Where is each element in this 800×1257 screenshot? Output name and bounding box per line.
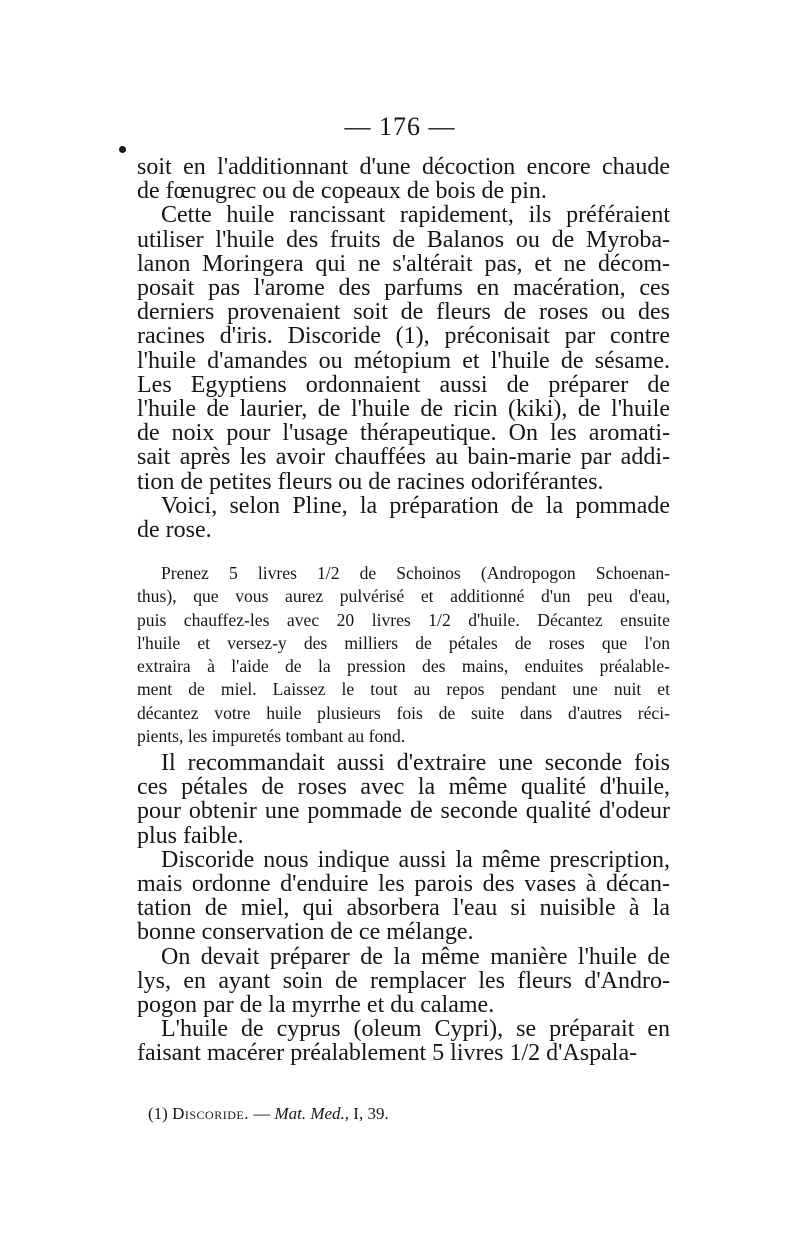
text-line: faisant macérer préalablement 5 livres 1/2 d'Aspala-	[137, 1040, 638, 1067]
text-line: de rose.	[137, 517, 212, 544]
footnote	[148, 1104, 389, 1124]
bullet-mark	[119, 146, 126, 153]
text-line: Il recommandait aussi d'extraire une seconde fois	[161, 750, 670, 776]
text-line: plus faible.	[137, 822, 244, 849]
text-line: Les Egyptiens ordonnaient aussi de préparer de	[137, 371, 670, 398]
footnote-marker: (1)	[148, 1104, 168, 1123]
text-line: pogon par de la myrrhe et du calame.	[137, 992, 495, 1019]
footnote-author: Discoride.	[172, 1104, 249, 1123]
quote-line: ment de miel. Laissez le tout au repos pendant une nuit et	[137, 679, 670, 700]
text-line: racines d'iris. Discoride (1), préconisait par contre	[137, 323, 670, 350]
quote-line: thus), que vous aurez pulvérisé et additionné d'un peu d'eau,	[137, 586, 670, 607]
quote-line: puis chauffez-les avec 20 livres 1/2 d'huile. Décantez ensuite	[137, 609, 670, 630]
text-line: lanon Moringera qui ne s'altérait pas, et ne décom-	[137, 250, 670, 277]
text-line: l'huile de laurier, de l'huile de ricin (kiki), de l'huile	[137, 396, 670, 423]
text-line: Discoride nous indique aussi la même prescription,	[161, 846, 670, 873]
text-line: mais ordonne d'enduire les parois des vases à décan-	[137, 871, 670, 898]
text-line: L'huile de cyprus (oleum Cypri), se préparait en	[161, 1016, 670, 1043]
text-line: Voici, selon Pline, la préparation de la pommade	[161, 492, 670, 519]
text-line: utiliser l'huile des fruits de Balanos ou de Myroba-	[137, 226, 670, 253]
text-line: de fœnugrec ou de copeaux de bois de pin.	[137, 178, 547, 205]
quote-line: extraira à l'aide de la pression des mains, enduites préalable-	[137, 656, 670, 677]
text-line: tation de miel, qui absorbera l'eau si nuisible à la	[137, 895, 670, 922]
quoted-recipe	[137, 562, 670, 748]
page-number: — 176 —	[344, 112, 456, 141]
text-line: de noix pour l'usage thérapeutique. On les aromati-	[137, 420, 670, 447]
text-line: bonne conservation de ce mélange.	[137, 919, 474, 946]
text-line: tion de petites fleurs ou de racines odoriférantes.	[137, 468, 604, 495]
quote-line: pients, les impuretés tombant au fond.	[137, 726, 406, 747]
text-line: pour obtenir une pommade de seconde qualité d'odeur	[137, 798, 670, 825]
text-line: lys, en ayant soin de remplacer les fleurs d'Andro-	[137, 967, 670, 994]
quote-line: Prenez 5 livres 1/2 de Schoinos (Andropogon Schoenan-	[161, 563, 670, 583]
footnote-source: Mat. Med.,	[274, 1104, 350, 1123]
quote-line: l'huile et versez-y des milliers de pétales de roses que l'on	[137, 632, 670, 653]
footnote-dash: —	[253, 1104, 271, 1123]
text-line: sait après les avoir chauffées au bain-marie par addi-	[137, 444, 670, 471]
text-line: On devait préparer de la même manière l'huile de	[161, 943, 670, 970]
footnote-ref: I, 39.	[353, 1104, 389, 1123]
quote-line: décantez votre huile plusieurs fois de suite dans d'autres réci-	[137, 702, 670, 723]
text-line: derniers provenaient soit de fleurs de roses ou des	[137, 299, 670, 326]
body-text-lower	[137, 751, 670, 1066]
text-line: posait pas l'arome des parfums en macération, ces	[137, 275, 670, 302]
text-line: l'huile d'amandes ou métopium et l'huile de sésame.	[137, 347, 670, 374]
text-line: ces pétales de roses avec la même qualité d'huile,	[137, 774, 670, 801]
text-line: soit en l'additionnant d'une décoction encore chaude	[137, 154, 670, 180]
body-text-upper	[137, 155, 670, 542]
text-line: Cette huile rancissant rapidement, ils préféraient	[161, 202, 670, 229]
